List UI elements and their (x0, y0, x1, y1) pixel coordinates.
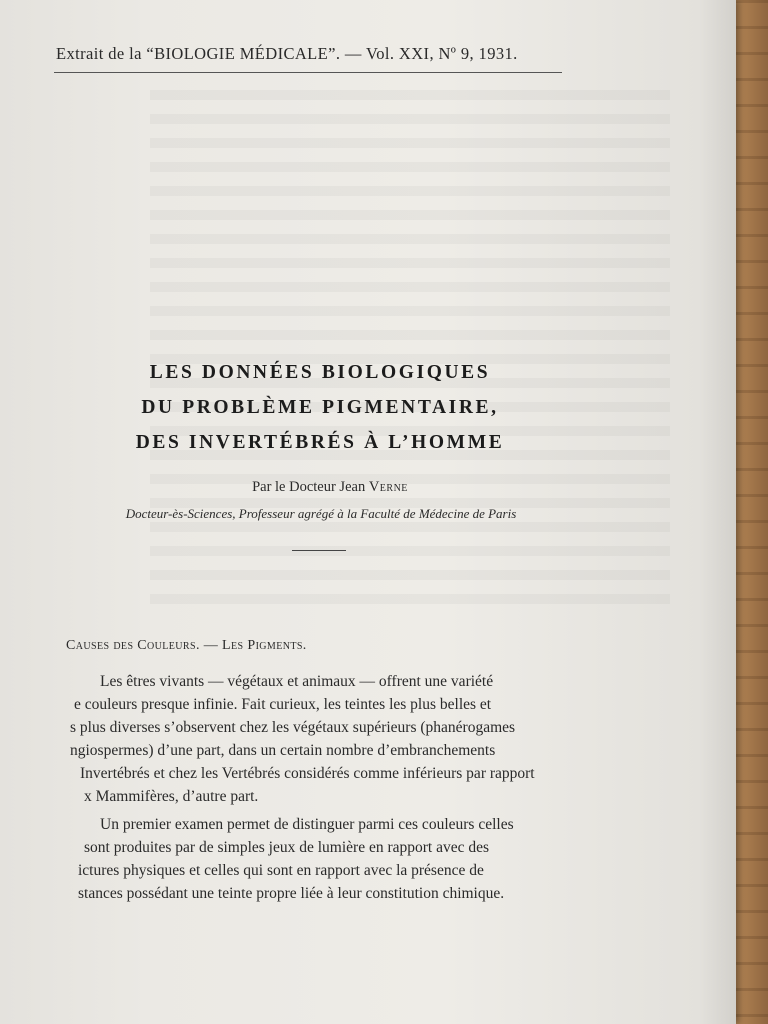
journal-header: Extrait de la “BIOLOGIE MÉDICALE”. — Vol. XXI, Nº 9, 1931. (56, 44, 518, 63)
section-heading: Causes des Couleurs. — Les Pigments. (66, 638, 307, 653)
article-title-line-3: DES INVERTÉBRÉS À L’HOMME (135, 432, 505, 453)
paragraph-1-line: Les êtres vivants — végétaux et animaux — offrent une variété (100, 673, 494, 690)
show-through-texture (150, 90, 670, 610)
paragraph-1-line: s plus diverses s’observent chez les végétaux supérieurs (phanérogames (70, 719, 516, 736)
author-surname: Verne (368, 479, 408, 495)
article-title-line-1: LES DONNÉES BIOLOGIQUES (149, 362, 491, 383)
paragraph-1-line: Invertébrés et chez les Vertébrés considérés comme inférieurs par rapport (80, 765, 535, 782)
separator-rule (292, 550, 346, 551)
paragraph-1-line: ngiospermes) d’une part, dans un certain nombre d’embranchements (70, 742, 496, 759)
header-rule (54, 72, 562, 73)
paragraph-1-line: x Mammifères, d’autre part. (84, 788, 259, 805)
paragraph-1-line: e couleurs presque infinie. Fait curieux, les teintes les plus belles et (74, 696, 492, 713)
author-line (150, 479, 510, 496)
paragraph-2-line: Un premier examen permet de distinguer parmi ces couleurs celles (100, 816, 514, 833)
paragraph-2-line: sont produites par de simples jeux de lumière en rapport avec des (84, 839, 490, 856)
paragraph-2-line: stances possédant une teinte propre liée à leur constitution chimique. (78, 885, 505, 902)
author-affiliation: Docteur-ès-Sciences, Professeur agrégé à la Faculté de Médecine de Paris (125, 506, 517, 521)
article-title-line-2: DU PROBLÈME PIGMENTAIRE, (141, 397, 499, 418)
paragraph-2-line: ictures physiques et celles qui sont en rapport avec la présence de (78, 862, 484, 879)
author-prefix: Par le Docteur Jean (252, 479, 369, 495)
